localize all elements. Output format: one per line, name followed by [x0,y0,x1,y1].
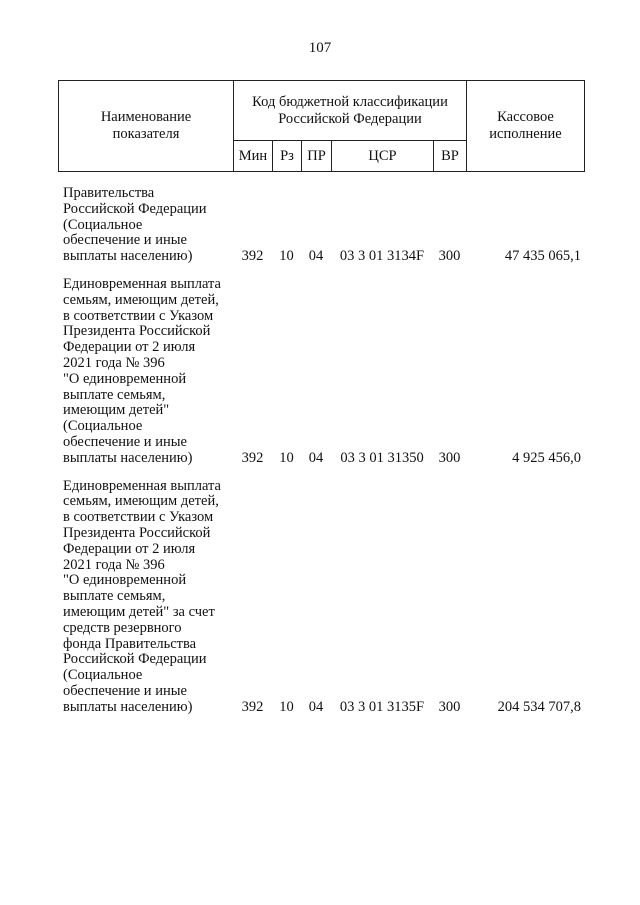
header-classification: Код бюджетной классификации Российской Федерации [234,81,467,141]
table-row [58,479,584,716]
name-line: Федерации от 2 июля [63,540,196,557]
name-line: (Социальное [63,418,143,435]
header-code-min: Мин [234,141,273,172]
name-line: выплаты населению) [63,449,193,466]
name-line: семьям, имеющим детей, [63,291,219,308]
name-line: выплате семьям, [63,588,166,605]
name-line: Президента Российской [63,323,211,340]
name-line: выплаты населению) [63,248,193,265]
table-row [58,186,584,277]
table-row [58,277,584,479]
header-code-csr: ЦСР [332,141,434,172]
name-line: семьям, имеющим детей, [63,493,219,510]
row-code-rz: 10 [279,449,294,466]
name-line: в соответствии с Указом [63,509,214,526]
row-code-min: 392 [241,248,264,265]
row-code-rz: 10 [279,698,294,715]
name-line: фонда Правительства [63,635,197,652]
row-code-rz: 10 [279,248,294,265]
row-code-csr: 03 3 01 31350 [340,449,424,466]
row-code-min: 392 [241,698,264,715]
name-line: (Социальное [63,667,143,684]
row-code-csr: 03 3 01 3134F [339,248,425,265]
table-body [58,186,584,716]
row-code-vr: 300 [438,698,461,715]
header-code-pr: ПР [302,141,332,172]
row-code-vr: 300 [438,248,461,265]
row-indicator-name [58,277,233,479]
name-line: 2021 года № 396 [63,556,165,573]
name-line: Российской Федерации [63,200,207,217]
name-line: выплаты населению) [63,698,193,715]
name-line: Президента Российской [63,524,211,541]
header-name-column: Наименование показателя [59,81,234,172]
name-line: обеспечение и иные [63,433,187,450]
row-amount: 204 534 707,8 [497,698,581,715]
name-line: Единовременная выплата [63,275,221,292]
name-line: Единовременная выплата [63,477,221,494]
header-code-vr: ВР [434,141,467,172]
name-line: имеющим детей" за счет [63,603,215,620]
row-indicator-name [58,479,233,716]
name-line: Правительства [63,185,155,201]
name-line: в соответствии с Указом [63,307,214,324]
name-line: обеспечение и иные [63,232,187,249]
header-code-rz: Рз [273,141,302,172]
name-line: обеспечение и иные [63,682,187,699]
name-line: 2021 года № 396 [63,354,165,371]
name-line: выплате семьям, [63,386,166,403]
name-line: "О единовременной [63,370,187,387]
name-line: Российской Федерации [63,651,207,668]
row-amount: 47 435 065,1 [504,248,581,265]
header-amount-column: Кассовое исполнение [467,81,585,172]
table-header [58,80,585,172]
row-code-min: 392 [241,449,264,466]
name-line: Федерации от 2 июля [63,339,196,356]
row-code-vr: 300 [438,449,461,466]
row-code-csr: 03 3 01 3135F [339,698,425,715]
row-code-pr: 04 [308,248,324,265]
row-amount: 4 925 456,0 [512,449,581,466]
page-number: 107 [308,40,332,56]
row-code-pr: 04 [308,698,324,715]
name-line: имеющим детей" [63,402,170,419]
row-indicator-name [58,186,233,277]
name-line: (Социальное [63,216,143,233]
name-line: "О единовременной [63,572,187,589]
row-code-pr: 04 [308,449,324,466]
name-line: средств резервного [63,619,182,636]
